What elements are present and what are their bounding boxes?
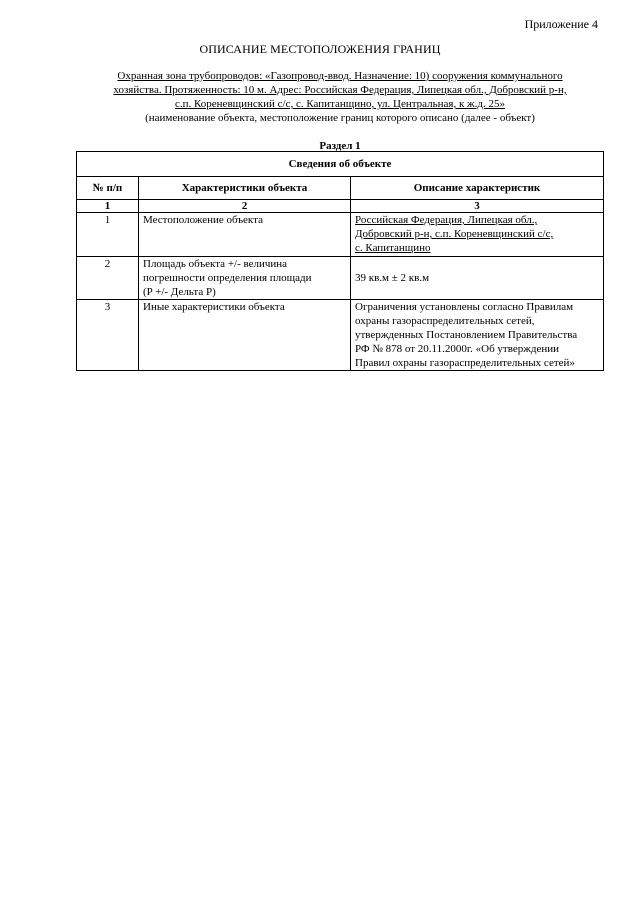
description-line: с. Капитанщино [355,242,431,254]
section-title: Раздел 1 [319,140,361,152]
row-characteristic [139,257,351,300]
table-header-row [77,177,604,200]
document-title: ОПИСАНИЕ МЕСТОПОЛОЖЕНИЯ ГРАНИЦ [199,42,441,56]
characteristic-line: Площадь объекта +/- величина [143,258,288,270]
column-header-characteristic: Характеристики объекта [139,177,351,200]
table-row [77,257,604,300]
characteristic-line: Местоположение объекта [143,214,263,226]
characteristic-line: погрешности определения площади [143,272,312,284]
description-line: Правил охраны газораспределительных сетей» [355,357,575,369]
row-characteristic [139,213,351,257]
column-number: 3 [351,200,604,213]
column-number: 2 [139,200,351,213]
description-line: 39 кв.м ± 2 кв.м [355,272,430,284]
description-line: утвержденных Постановлением Правительства [355,329,578,341]
row-description [351,300,604,371]
description-line: Ограничения установлены согласно Правилам [355,301,574,313]
object-name-line: хозяйства. Протяженность: 10 м. Адрес: Российская Федерация, Липецкая обл., Добровский р-н, [113,84,567,96]
characteristic-line: (P +/- Дельта P) [143,286,216,298]
description-line: Добровский р-н, с.п. Кореневщинский с/с, [355,228,554,240]
table-row [77,213,604,257]
object-name-line: с.п. Кореневщинский с/с, с. Капитанщино, ул. Центральная, к ж.д. 25» [174,98,506,110]
row-characteristic [139,300,351,371]
column-number-row [77,200,604,213]
object-name-caption: (наименование объекта, местоположение границ которого описано (далее - объект) [145,112,535,124]
description-line: охраны газораспределительных сетей, [355,315,535,327]
table-row [77,300,604,371]
row-number: 2 [77,257,139,300]
row-number: 1 [77,213,139,257]
object-info-table [76,151,604,371]
column-number: 1 [77,200,139,213]
column-header-description: Описание характеристик [351,177,604,200]
column-header-number: № п/п [77,177,139,200]
description-line: Российская Федерация, Липецкая обл., [355,214,538,226]
row-description [351,257,604,300]
table-caption-row [77,152,604,177]
row-description [351,213,604,257]
characteristic-line: Иные характеристики объекта [143,301,285,313]
appendix-label: Приложение 4 [524,17,598,31]
object-name-line: Охранная зона трубопроводов: «Газопровод-ввод. Назначение: 10) сооружения коммунального [117,70,563,82]
table-caption: Сведения об объекте [77,152,604,177]
row-number: 3 [77,300,139,371]
description-line: РФ № 878 от 20.11.2000г. «Об утверждении [355,343,559,355]
object-name [80,69,600,111]
